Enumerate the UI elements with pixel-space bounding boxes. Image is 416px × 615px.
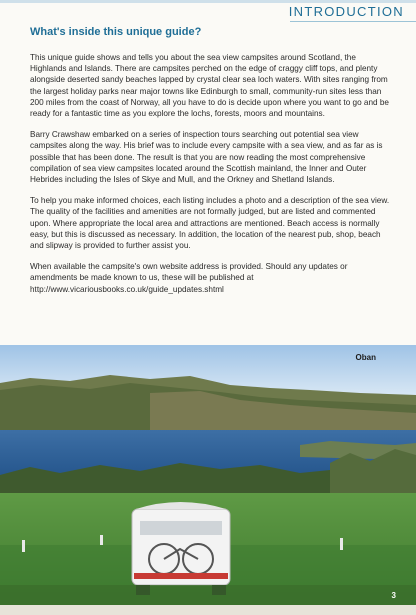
photo-caption: Oban — [355, 353, 376, 362]
page-number: 3 — [391, 591, 396, 600]
section-title: INTRODUCTION — [288, 4, 404, 19]
paragraph-listings: To help you make informed choices, each listing includes a photo and a description of the sea view. The quality of the facilities and amenities are not formally judged, but are listed and commented upon. Where appropriate the local area and attractions are mentioned. Beach access is normally easy, but this is discussed as necessary. In addition, the location of the nearest pub, shop, beach and slipway is provided to further assist you. — [30, 196, 390, 251]
top-rule — [0, 0, 416, 3]
article-body — [30, 52, 390, 305]
article-heading: What's inside this unique guide? — [30, 26, 202, 38]
paragraph-website: When available the campsite's own website address is provided. Should any updates or amendments be made known to us, these will be published at http://www.vicariousbooks.co.uk/guide_updates.shtml — [30, 262, 348, 294]
paragraph-intro: This unique guide shows and tells you about the sea view campsites around Scotland, the Highlands and Islands. There are campsites perched on the edge of craggy cliff tops, and plenty alongside deserted sandy beaches lapped by crystal clear sea loch waters. With sites ranging from the largest holiday parks near major towns like Edinburgh to small, community-run sites less than 200 miles from the coast of Norway, all you have to do is decide upon where you want to go and be ready for a fantastic time as you explore the lochs, forests, moors and mountains. — [30, 53, 389, 119]
paragraph-author: Barry Crawshaw embarked on a series of inspection tours searching out potential sea view campsites along the way. His brief was to include every campsite with a sea view, and as far as is possible that has been done. The result is that you are now reading the most comprehensive compilation of sea view campsites located around the Scottish mainland, the Inner and Outer Hebrides including the Isles of Skye and Mull, and the Orkney and Shetland Islands. — [30, 130, 383, 185]
header-underline — [290, 21, 416, 22]
oban-campsite-photo — [0, 345, 416, 605]
page-edge — [0, 605, 416, 615]
